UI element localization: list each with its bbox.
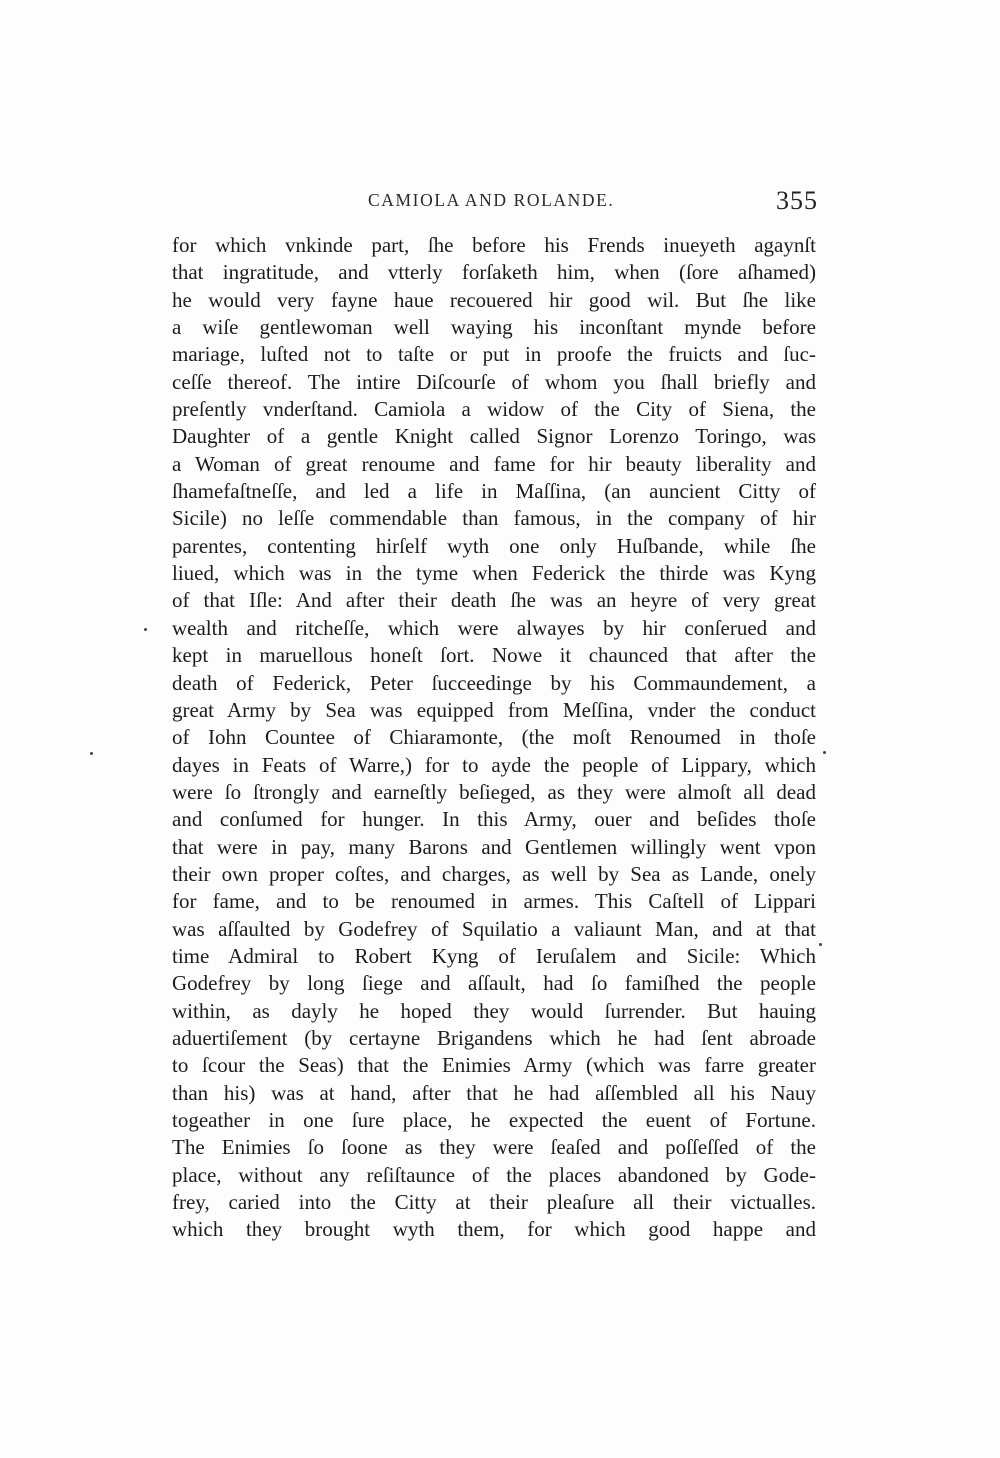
text-line: place, without any reſiſtaunce of the places abandoned by Gode- xyxy=(172,1162,816,1187)
running-head xyxy=(172,186,820,220)
text-line: that ingratitude, and vtterly forſaketh him, when (ſore aſhamed) xyxy=(172,260,816,285)
text-line: dayes in Feats of Warre,) for to ayde the people of Lippary, which xyxy=(172,752,816,777)
text-line: liued, which was in the tyme when Federick the thirde was Kyng xyxy=(172,561,816,586)
margin-speck xyxy=(819,943,822,946)
text-line: he would very fayne haue recouered hir good wil. But ſhe like xyxy=(172,287,816,312)
page-number: 355 xyxy=(776,186,818,215)
text-line: were ſo ſtrongly and earneſtly beſieged, as they were almoſt all dead xyxy=(172,779,816,804)
text-line: frey, caried into the Citty at their pleaſure all their victualles. xyxy=(172,1190,816,1215)
text-line: mariage, luſted not to taſte or put in proofe the fruicts and ſuc- xyxy=(172,342,816,367)
text-line: ſhamefaſtneſſe, and led a life in Maſſina, (an auncient Citty of xyxy=(172,479,816,504)
text-line: of Iohn Countee of Chiaramonte, (the moſt Renoumed in thoſe xyxy=(172,725,816,750)
text-line: Daughter of a gentle Knight called Signor Lorenzo Toringo, was xyxy=(172,424,816,449)
running-title: CAMIOLA AND ROLANDE. xyxy=(368,190,615,210)
text-line: was aſſaulted by Godefrey of Squilatio a valiaunt Man, and at that xyxy=(172,916,816,941)
text-line: aduertiſement (by certayne Brigandens which he had ſent abroade xyxy=(172,1025,816,1050)
text-line: within, as dayly he hoped they would ſurrender. But hauing xyxy=(172,998,816,1023)
text-line: and conſumed for hunger. In this Army, ouer and beſides thoſe xyxy=(172,807,816,832)
text-line: for fame, and to be renoumed in armes. This Caſtell of Lippari xyxy=(172,889,816,914)
text-line: Sicile) no leſſe commendable than famous, in the company of hir xyxy=(172,506,816,531)
text-line: of that Iſle: And after their death ſhe was an heyre of very great xyxy=(172,588,816,613)
text-line: than his) was at hand, after that he had aſſembled all his Nauy xyxy=(172,1080,816,1105)
text-line: which they brought wyth them, for which good happe and xyxy=(172,1217,816,1242)
text-line: a wiſe gentlewoman well waying his inconſtant mynde before xyxy=(172,315,816,340)
margin-speck xyxy=(144,628,147,631)
text-line: Godefrey by long ſiege and aſſault, had ſo famiſhed the people xyxy=(172,971,816,996)
body-text xyxy=(172,232,816,1244)
margin-speck xyxy=(823,751,826,754)
text-line: kept in maruellous honeſt ſort. Nowe it chaunced that after the xyxy=(172,643,816,668)
text-line: great Army by Sea was equipped from Meſſina, vnder the conduct xyxy=(172,697,816,722)
text-line: parentes, contenting hirſelf wyth one only Huſbande, while ſhe xyxy=(172,533,816,558)
text-line: death of Federick, Peter ſucceedinge by his Commaundement, a xyxy=(172,670,816,695)
text-line: The Enimies ſo ſoone as they were ſeaſed and poſſeſſed of the xyxy=(172,1135,816,1160)
text-line: that were in pay, many Barons and Gentlemen willingly went vpon xyxy=(172,834,816,859)
text-line: time Admiral to Robert Kyng of Ieruſalem and Sicile: Which xyxy=(172,943,816,968)
text-line: a Woman of great renoume and fame for hir beauty liberality and xyxy=(172,451,816,476)
text-line: their own proper coſtes, and charges, as well by Sea as Lande, onely xyxy=(172,861,816,886)
text-line: preſently vnderſtand. Camiola a widow of the City of Siena, the xyxy=(172,397,816,422)
text-line: wealth and ritcheſſe, which were alwayes by hir conſerued and xyxy=(172,615,816,640)
text-line: for which vnkinde part, ſhe before his Frends inueyeth agaynſt xyxy=(172,233,816,257)
text-line: togeather in one ſure place, he expected the euent of Fortune. xyxy=(172,1108,816,1132)
text-line: to ſcour the Seas) that the Enimies Army (which was farre greater xyxy=(172,1053,816,1078)
text-line: ceſſe thereof. The intire Diſcourſe of whom you ſhall briefly and xyxy=(172,369,816,394)
margin-speck xyxy=(90,752,93,755)
